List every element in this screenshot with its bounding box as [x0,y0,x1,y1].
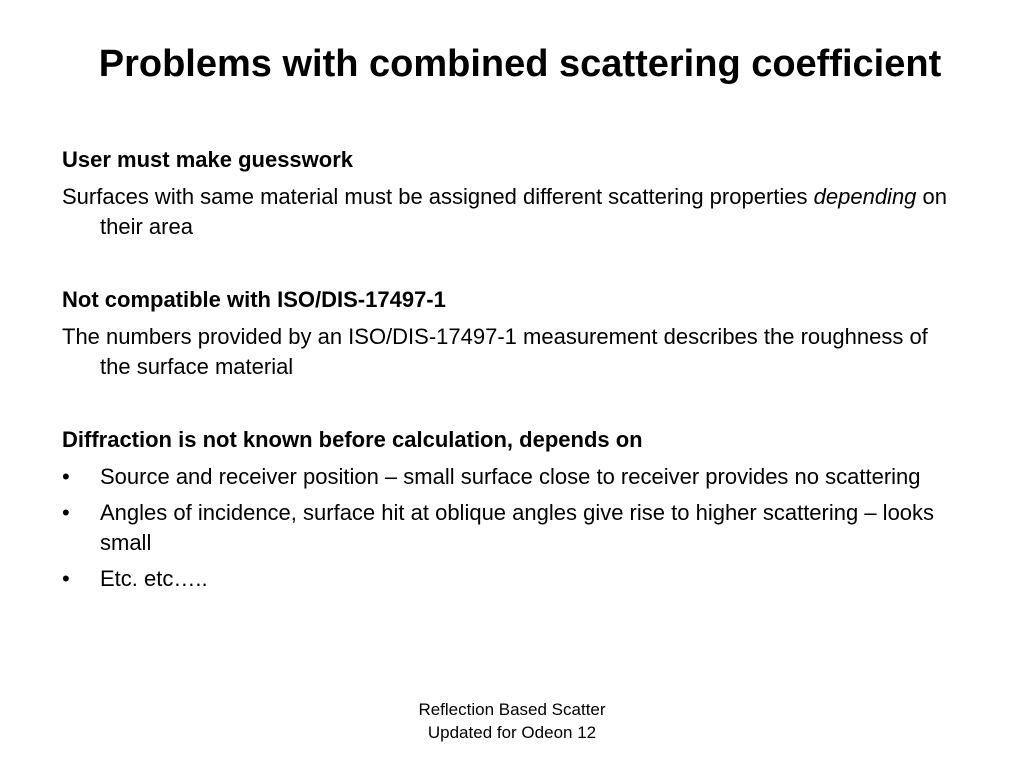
bullet-marker: • [62,464,70,489]
bullet-text: Angles of incidence, surface hit at oblique angles give rise to higher scattering – looks small [100,500,935,555]
text-italic: depending [813,184,917,209]
bullet-marker: • [62,500,70,525]
slide-body [62,144,962,594]
section-heading-guesswork: User must make guesswork [62,147,354,172]
section-text-iso: The numbers provided by an ISO/DIS-17497-1 measurement describes the roughness of the surface material [62,324,928,379]
section-text-guesswork [62,182,962,242]
bullet-item [62,564,962,594]
text-plain: Surfaces with same material must be assigned different scattering properties [62,184,808,209]
footer-line-1: Reflection Based Scatter [418,700,606,719]
bullet-text: Etc. etc….. [100,566,208,591]
section-heading-diffraction: Diffraction is not known before calculation, depends on [62,427,643,452]
text-end: on their area [100,184,948,239]
bullet-text: Source and receiver position – small surface close to receiver provides no scattering [100,464,921,489]
section-heading-iso: Not compatible with ISO/DIS-17497-1 [62,287,446,312]
footer-line-2: Updated for Odeon 12 [427,723,597,742]
bullet-item [62,498,962,558]
slide-title: Problems with combined scattering coefficient [98,43,942,85]
slide-footer [402,698,622,744]
bullet-marker: • [62,566,70,591]
bullet-item [62,462,962,492]
